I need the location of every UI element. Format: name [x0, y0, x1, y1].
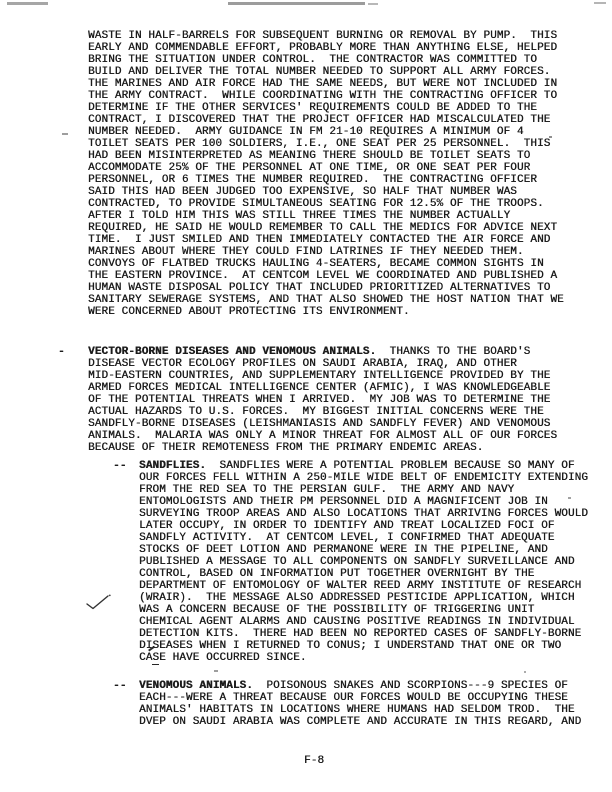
text-line: BRING THE SITUATION UNDER CONTROL. THE CONTRACTOR WAS COMMITTED TO [88, 54, 537, 66]
text-line: BECAUSE OF THEIR REMOTENESS FROM THE PRIMARY ENDEMIC AREAS. [88, 442, 484, 454]
section-heading: SANDFLIES. [139, 460, 207, 472]
text-line: MARINES ABOUT WHERE THEY COULD FIND LATRINES IF THEY NEEDED THEM. [88, 246, 524, 258]
scan-artifact [228, 2, 365, 5]
text-line: ACCOMMODATE 25% OF THE PERSONNEL AT ONE TIME, OR ONE SEAT PER FOUR [88, 162, 531, 174]
text-line: WAS A CONCERN BECAUSE OF THE POSSIBILITY OF TRIGGERING UNIT [139, 604, 535, 616]
text-line: FROM THE RED SEA TO THE PERSIAN GULF. THE ARMY AND NAVY [139, 484, 515, 496]
text-line: VECTOR-BORNE DISEASES AND VENOMOUS ANIMALS. THANKS TO THE BOARD'S [88, 346, 531, 358]
text-line: EARLY AND COMMENDABLE EFFORT, PROBABLY MORE THAN ANYTHING ELSE, HELPED [88, 42, 558, 54]
text-line: TOILET SEATS PER 100 SOLDIERS, I.E., ONE SEAT PER 25 PERSONNEL. THIS [88, 138, 551, 150]
text-line: CONTROL, BASED ON INFORMATION PUT TOGETHER OVERNIGHT BY THE [139, 568, 535, 580]
text-line: HAD BEEN MISINTERPRETED AS MEANING THERE SHOULD BE TOILET SEATS TO [88, 150, 531, 162]
text-line: ANIMALS. MALARIA WAS ONLY A MINOR THREAT FOR ALMOST ALL OF OUR FORCES [88, 430, 558, 442]
text-line: OUR FORCES FELL WITHIN A 250-MILE WIDE BELT OF ENDEMICITY EXTENDING [139, 472, 588, 484]
text-line: CASE HAVE OCCURRED SINCE. [139, 652, 307, 664]
text-line: DETERMINE IF THE OTHER SERVICES' REQUIREMENTS COULD BE ADDED TO THE [88, 102, 537, 114]
section-heading: VENOMOUS ANIMALS. [139, 680, 253, 692]
text-line: CONTRACTED, TO PROVIDE SIMULTANEOUS SEATING FOR 12.5% OF THE TROOPS. [88, 198, 544, 210]
bullet-dash: -- [113, 460, 127, 472]
paragraph [88, 30, 588, 318]
text-line: DETECTION KITS. THERE HAD BEEN NO REPORTED CASES OF SANDFLY-BORNE [139, 628, 582, 640]
text-line: ARMED FORCES MEDICAL INTELLIGENCE CENTER (AFMIC), I WAS KNOWLEDGEABLE [88, 382, 551, 394]
text-line: SAID THIS HAD BEEN JUDGED TOO EXPENSIVE, SO HALF THAT NUMBER WAS [88, 186, 517, 198]
handwritten-underline-annotation: S [152, 652, 160, 664]
scan-artifact [594, 2, 606, 4]
text-line: (WRAIR). THE MESSAGE ALSO ADDRESSED PESTICIDE APPLICATION, WHICH [139, 592, 575, 604]
text-line: THE EASTERN PROVINCE. AT CENTCOM LEVEL WE COORDINATED AND PUBLISHED A [88, 270, 558, 282]
text-line: NUMBER NEEDED. ARMY GUIDANCE IN FM 21-10 REQUIRES A MINIMUM OF 4 [88, 126, 524, 138]
text-line: SANDFLY-BORNE DISEASES (LEISHMANIASIS AND SANDFLY FEVER) AND VENOMOUS [88, 418, 551, 430]
text-line: ACTUAL HAZARDS TO U.S. FORCES. MY BIGGEST INITIAL CONCERNS WERE THE [88, 406, 544, 418]
page-number: F-8 [304, 755, 325, 767]
scan-artifact [7, 2, 48, 5]
bullet-dash: -- [113, 680, 127, 692]
bullet-dash: - [58, 346, 65, 358]
scan-artifact [368, 3, 378, 5]
paragraph [113, 460, 588, 664]
text-line: CHEMICAL AGENT ALARMS AND CAUSING POSITIVE READINGS IN INDIVIDUAL [139, 616, 575, 628]
scan-speck [62, 133, 68, 135]
text-line: CONVOYS OF FLATBED TRUCKS HAULING 4-SEATERS, BECAME COMMON SIGHTS IN [88, 258, 544, 270]
text-line: BUILD AND DELIVER THE TOTAL NUMBER NEEDED TO SUPPORT ALL ARMY FORCES. [88, 66, 551, 78]
text-line: WASTE IN HALF-BARRELS FOR SUBSEQUENT BURNING OR REMOVAL BY PUMP. THIS [88, 30, 558, 42]
text-line: WERE CONCERNED ABOUT PROTECTING ITS ENVIRONMENT. [88, 306, 410, 318]
text-line: DISEASE VECTOR ECOLOGY PROFILES ON SAUDI ARABIA, IRAQ, AND OTHER [88, 358, 517, 370]
text-line: SANDFLIES. SANDFLIES WERE A POTENTIAL PROBLEM BECAUSE SO MANY OF [139, 460, 575, 472]
text-line: LATER OCCUPY, IN ORDER TO IDENTIFY AND TREAT LOCALIZED FOCI OF [139, 520, 555, 532]
text-line: DVEP ON SAUDI ARABIA WAS COMPLETE AND ACCURATE IN THIS REGARD, AND [139, 716, 582, 728]
text-line: PUBLISHED A MESSAGE TO ALL COMPONENTS ON SANDFLY SURVEILLANCE AND [139, 556, 575, 568]
text-line: CONTRACT, I DISCOVERED THAT THE PROJECT OFFICER HAD MISCALCULATED THE [88, 114, 551, 126]
text-line: AFTER I TOLD HIM THIS WAS STILL THREE TIMES THE NUMBER ACTUALLY [88, 210, 511, 222]
text-line: PERSONNEL, OR 6 TIMES THE NUMBER REQUIRED. THE CONTRACTING OFFICER [88, 174, 537, 186]
text-line: SANITARY SEWERAGE SYSTEMS, AND THAT ALSO SHOWED THE HOST NATION THAT WE [88, 294, 564, 306]
text-line: SURVEYING TROOP AREAS AND ALSO LOCATIONS THAT ARRIVING FORCES WOULD [139, 508, 588, 520]
text-line: THE ARMY CONTRACT. WHILE COORDINATING WITH THE CONTRACTING OFFICER TO [88, 90, 558, 102]
text-line: TIME. I JUST SMILED AND THEN IMMEDIATELY CONTACTED THE AIR FORCE AND [88, 234, 551, 246]
text-line: STOCKS OF DEET LOTION AND PERMANONE WERE IN THE PIPELINE, AND [139, 544, 548, 556]
document-body [58, 30, 588, 728]
text-line: HUMAN WASTE DISPOSAL POLICY THAT INCLUDED PRIORITIZED ALTERNATIVES TO [88, 282, 551, 294]
text-line: ANIMALS' HABITATS IN LOCATIONS WHERE HUMANS HAD SELDOM TROD. THE [139, 704, 575, 716]
text-line: DEPARTMENT OF ENTOMOLOGY OF WALTER REED ARMY INSTITUTE OF RESEARCH [139, 580, 582, 592]
text-line: ENTOMOLOGISTS AND THEIR PM PERSONNEL DID A MAGNIFICENT JOB IN [139, 496, 548, 508]
text-line: OF THE POTENTIAL THREATS WHEN I ARRIVED. MY JOB WAS TO DETERMINE THE [88, 394, 551, 406]
paragraph [113, 680, 588, 728]
text-line: SANDFLY ACTIVITY. AT CENTCOM LEVEL, I CONFIRMED THAT ADEQUATE [139, 532, 555, 544]
section-heading: VECTOR-BORNE DISEASES AND VENOMOUS ANIMALS. [88, 346, 377, 358]
text-line: REQUIRED, HE SAID HE WOULD REMEMBER TO CALL THE MEDICS FOR ADVICE NEXT [88, 222, 558, 234]
text-line: MID-EASTERN COUNTRIES, AND SUPPLEMENTARY INTELLIGENCE PROVIDED BY THE [88, 370, 551, 382]
text-line: DISEASES WHEN I RETURNED TO CONUS; I UNDERSTAND THAT ONE OR TWO [139, 640, 562, 652]
text-line: EACH---WERE A THREAT BECAUSE OUR FORCES WOULD BE OCCUPYING THESE [139, 692, 568, 704]
text-line: VENOMOUS ANIMALS. POISONOUS SNAKES AND SCORPIONS---9 SPECIES OF [139, 680, 568, 692]
paragraph [58, 346, 588, 454]
text-line: THE MARINES AND AIR FORCE HAD THE SAME NEEDS, BUT WERE NOT INCLUDED IN [88, 78, 558, 90]
